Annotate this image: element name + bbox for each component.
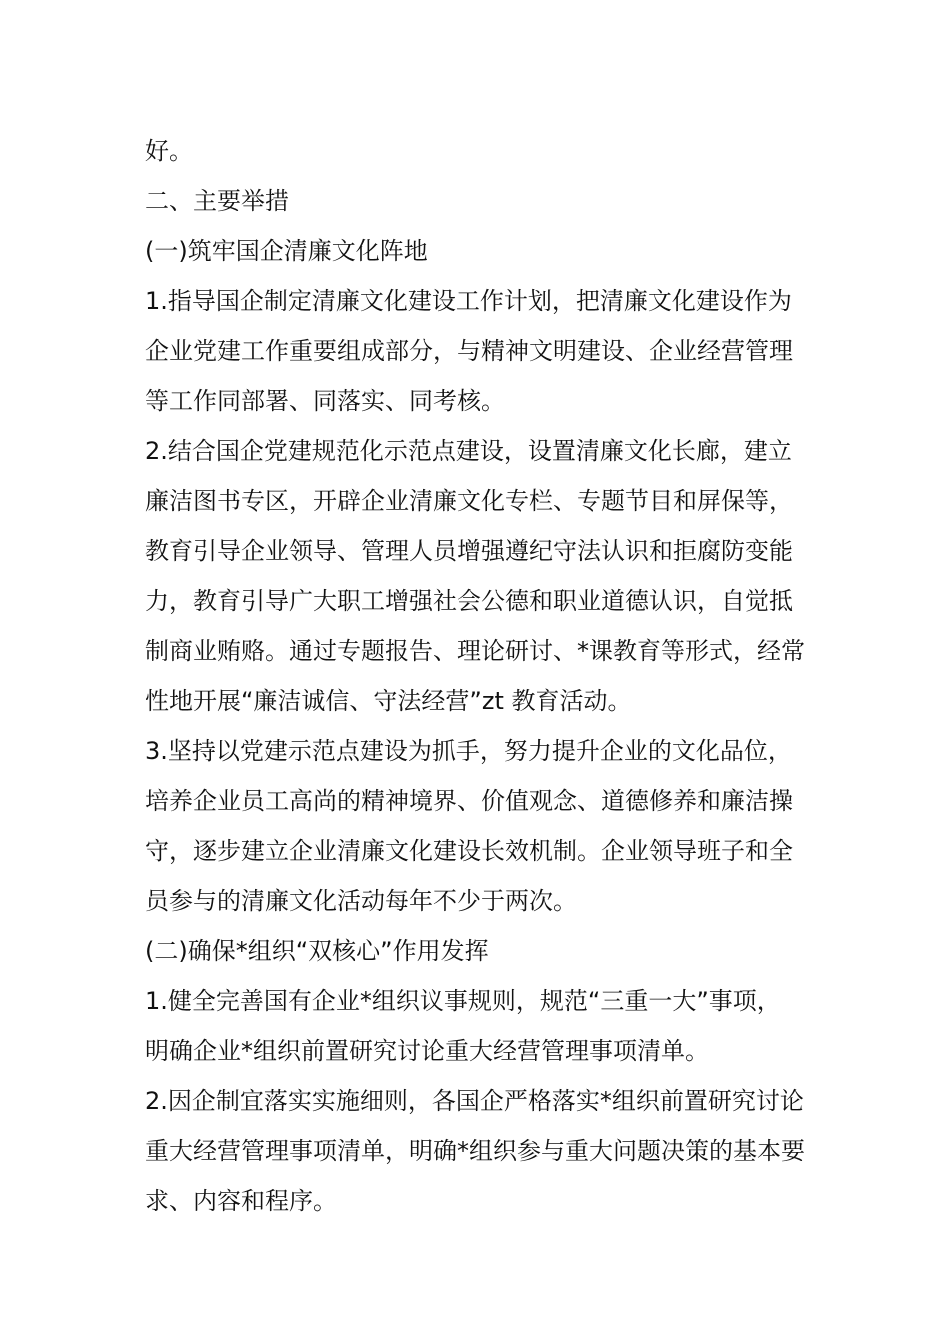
text-line: 1.指导国企制定清廉文化建设工作计划，把清廉文化建设作为 <box>145 287 792 315</box>
text-line: 好。 <box>145 137 193 165</box>
text-line: 求、内容和程序。 <box>145 1187 337 1215</box>
text-line: 廉洁图书专区，开辟企业清廉文化专栏、专题节目和屏保等， <box>145 487 793 515</box>
document-body <box>145 126 810 1226</box>
text-line: 企业党建工作重要组成部分，与精神文明建设、企业经营管理 <box>145 337 793 365</box>
section-heading: 二、主要举措 <box>145 187 289 215</box>
text-line: 员参与的清廉文化活动每年不少于两次。 <box>145 887 577 915</box>
text-line: 重大经营管理事项清单，明确*组织参与重大问题决策的基本要 <box>145 1137 805 1165</box>
text-line: 明确企业*组织前置研究讨论重大经营管理事项清单。 <box>145 1037 709 1065</box>
text-line: 1.健全完善国有企业*组织议事规则，规范“三重一大”事项， <box>145 987 781 1015</box>
text-line: 性地开展“廉洁诚信、守法经营”zt 教育活动。 <box>145 687 632 715</box>
text-line: 力，教育引导广大职工增强社会公德和职业道德认识，自觉抵 <box>145 587 793 615</box>
text-line: 教育引导企业领导、管理人员增强遵纪守法认识和拒腐防变能 <box>145 537 793 565</box>
text-line: 2.因企制宜落实实施细则，各国企严格落实*组织前置研究讨论 <box>145 1087 804 1115</box>
subsection-heading: (一)筑牢国企清廉文化阵地 <box>145 237 428 265</box>
text-line: 3.坚持以党建示范点建设为抓手，努力提升企业的文化品位， <box>145 737 792 765</box>
text-line: 等工作同部署、同落实、同考核。 <box>145 387 505 415</box>
text-line: 守，逐步建立企业清廉文化建设长效机制。企业领导班子和全 <box>145 837 793 865</box>
subsection-heading: (二)确保*组织“双核心”作用发挥 <box>145 937 489 965</box>
text-line: 2.结合国企党建规范化示范点建设，设置清廉文化长廊，建立 <box>145 437 792 465</box>
text-line: 培养企业员工高尚的精神境界、价值观念、道德修养和廉洁操 <box>145 787 793 815</box>
text-line: 制商业贿赂。通过专题报告、理论研讨、*课教育等形式，经常 <box>145 637 805 665</box>
